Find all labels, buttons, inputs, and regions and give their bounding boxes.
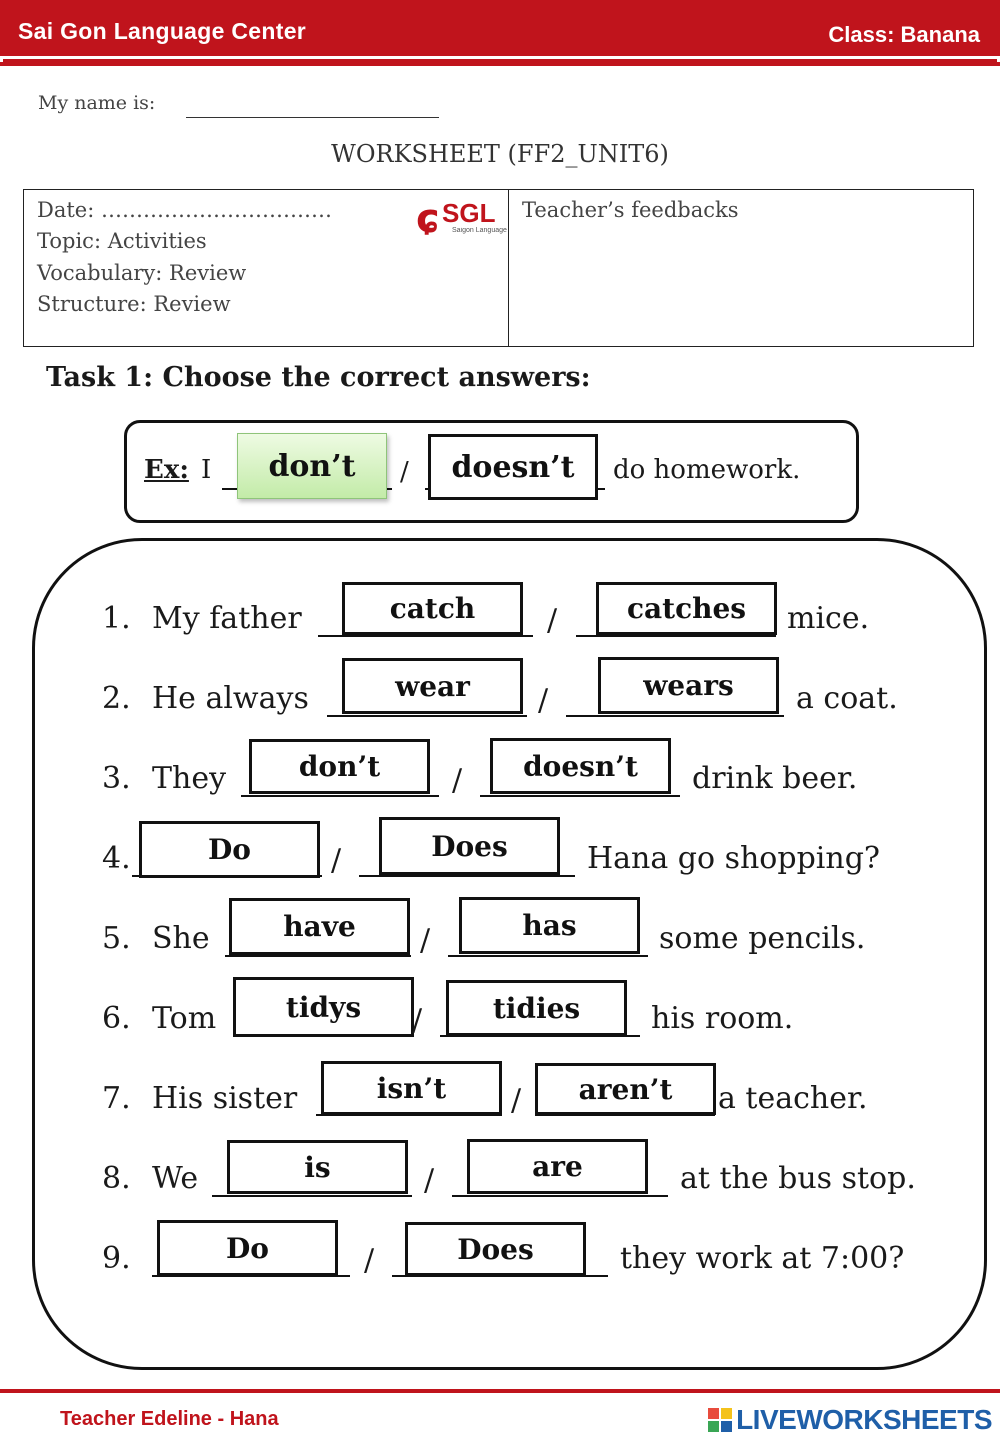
example-tail: do homework. — [613, 455, 801, 485]
question-5-blank-b — [448, 955, 648, 957]
worksheet-title: WORKSHEET (FF2_UNIT6) — [331, 140, 669, 168]
question-5-number: 5. — [102, 921, 131, 956]
question-8-slash: / — [424, 1163, 435, 1198]
question-4-slash: / — [331, 843, 342, 878]
question-1-blank-b — [576, 635, 776, 637]
question-7-number: 7. — [102, 1081, 131, 1116]
question-1-text: My father — [152, 601, 302, 636]
question-1-number: 1. — [102, 601, 131, 636]
question-3-option-b[interactable]: doesn’t — [490, 738, 671, 794]
header-bar — [0, 0, 1000, 59]
question-7-text: His sister — [152, 1081, 298, 1116]
example-subject: I — [201, 455, 212, 485]
question-2-option-a[interactable]: wear — [342, 658, 523, 714]
example-label: Ex: — [144, 455, 189, 485]
question-4-option-b[interactable]: Does — [379, 817, 560, 875]
question-5-slash: / — [420, 923, 431, 958]
liveworksheets-logo[interactable] — [708, 1404, 992, 1436]
question-3-option-a[interactable]: don’t — [249, 739, 430, 794]
liveworksheets-text: LIVEWORKSHEETS — [736, 1404, 992, 1435]
question-3-tail: drink beer. — [692, 761, 858, 796]
question-5-text: She — [152, 921, 210, 956]
question-7-option-a[interactable]: isn’t — [321, 1061, 502, 1115]
topic-line: Topic: Activities — [37, 229, 207, 253]
question-9-number: 9. — [102, 1241, 131, 1276]
question-3-text: They — [152, 761, 227, 796]
question-9-tail: they work at 7:00? — [620, 1241, 905, 1276]
question-8-option-b[interactable]: are — [467, 1139, 648, 1194]
question-6-option-a[interactable]: tidys — [233, 977, 414, 1037]
question-5-blank-a — [225, 955, 411, 957]
question-3-number: 3. — [102, 761, 131, 796]
logo-text: SGL — [442, 198, 496, 228]
structure-line: Structure: Review — [37, 292, 231, 316]
question-8-number: 8. — [102, 1161, 131, 1196]
question-6-option-b[interactable]: tidies — [446, 980, 627, 1036]
question-1-slash: / — [547, 603, 558, 638]
header-divider — [0, 62, 1000, 66]
center-name: Sai Gon Language Center — [18, 18, 307, 44]
question-5-option-b[interactable]: has — [459, 897, 640, 954]
question-8-text: We — [152, 1161, 199, 1196]
example-slash: / — [400, 457, 409, 487]
logo-subtext: Saigon Language — [452, 227, 507, 234]
question-1-tail: mice. — [787, 601, 870, 636]
question-8-option-a[interactable]: is — [227, 1140, 408, 1194]
example-option-b[interactable]: doesn’t — [428, 434, 598, 500]
question-7-slash: / — [511, 1083, 522, 1118]
question-1-option-b[interactable]: catches — [596, 582, 777, 635]
question-4-option-a[interactable]: Do — [139, 821, 320, 878]
question-3-blank-b — [480, 795, 680, 797]
question-7-tail: a teacher. — [718, 1081, 868, 1116]
question-9-slash: / — [364, 1243, 375, 1278]
sgl-logo — [412, 194, 508, 240]
question-2-number: 2. — [102, 681, 131, 716]
liveworksheets-icon — [708, 1408, 732, 1432]
question-2-blank-a — [327, 715, 527, 717]
question-8-blank-b — [452, 1195, 668, 1197]
question-3-blank-a — [241, 795, 439, 797]
question-6-text: Tom — [152, 1001, 217, 1036]
class-label: Class: Banana — [828, 22, 980, 47]
example-option-a[interactable]: don’t — [237, 433, 387, 499]
name-blank — [186, 117, 439, 118]
question-9-option-a[interactable]: Do — [157, 1220, 338, 1276]
task-title: Task 1: Choose the correct answers: — [46, 362, 591, 393]
question-2-option-b[interactable]: wears — [598, 657, 779, 714]
question-4-blank-b — [359, 875, 575, 877]
sgl-swirl-icon: ɕ — [416, 196, 440, 242]
question-6-tail: his room. — [651, 1001, 794, 1036]
question-3-slash: / — [452, 763, 463, 798]
question-2-blank-b — [566, 715, 784, 717]
info-table — [23, 189, 974, 347]
question-4-tail: Hana go shopping? — [587, 841, 880, 876]
table-divider — [508, 190, 509, 346]
footer-teacher: Teacher Edeline - Hana — [60, 1408, 279, 1430]
question-1-option-a[interactable]: catch — [342, 582, 523, 635]
teacher-feedback-label: Teacher’s feedbacks — [522, 198, 739, 222]
question-9-option-b[interactable]: Does — [405, 1222, 586, 1276]
question-6-slash: / — [412, 1003, 423, 1038]
question-2-text: He always — [152, 681, 309, 716]
date-line: Date: …………………………… — [37, 198, 332, 222]
question-8-blank-a — [212, 1195, 412, 1197]
question-6-number: 6. — [102, 1001, 131, 1036]
question-8-tail: at the bus stop. — [680, 1161, 916, 1196]
question-5-tail: some pencils. — [659, 921, 866, 956]
vocabulary-line: Vocabulary: Review — [37, 261, 247, 285]
question-2-tail: a coat. — [796, 681, 898, 716]
question-4-number: 4. — [102, 841, 131, 876]
question-7-option-b[interactable]: aren’t — [535, 1063, 716, 1115]
name-label: My name is: — [38, 92, 156, 114]
footer-divider — [0, 1389, 1000, 1393]
question-1-blank-a — [318, 635, 533, 637]
question-5-option-a[interactable]: have — [229, 898, 410, 955]
question-2-slash: / — [538, 683, 549, 718]
